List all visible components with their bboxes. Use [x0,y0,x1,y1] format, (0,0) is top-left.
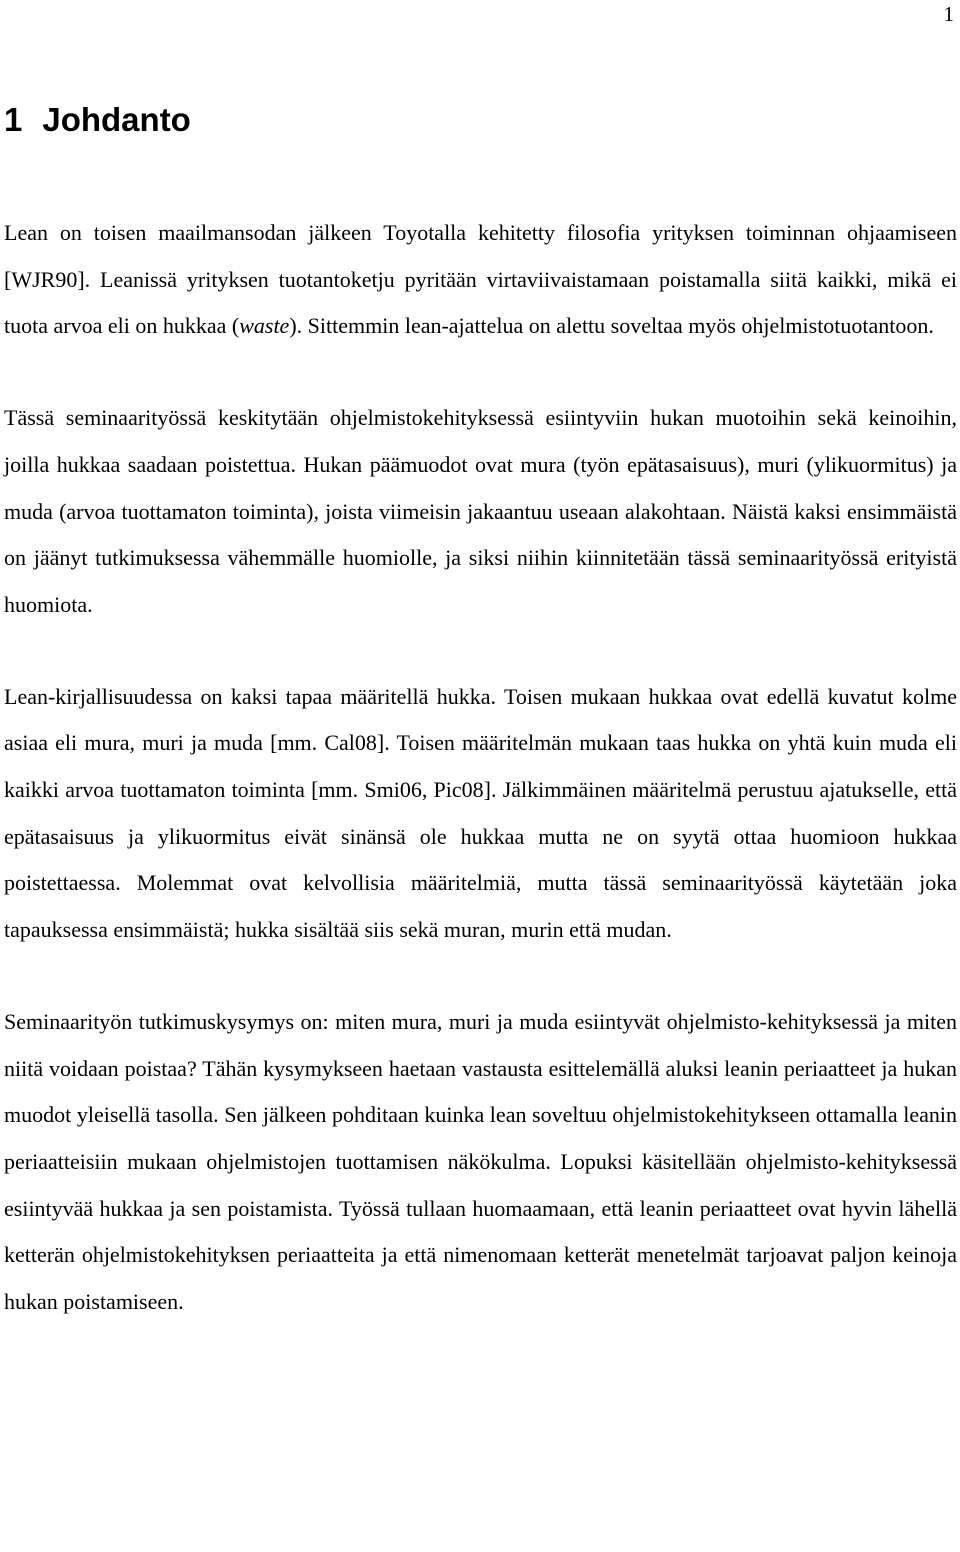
paragraph-intro-text-1: Lean on toisen maailmansodan jälkeen Toyotalla kehitetty filosofia yrityksen toiminnan ohjaamiseen [WJR90]. Leanissä yrityksen tuotantoketju pyritään virtaviivaistamaan poistamalla siitä kaikki, mikä ei tuota arvoa eli on hukkaa ( [4,220,957,339]
document-body [4,210,957,1371]
paragraph-intro-text-2: ). Sittemmin lean-ajattelua on alettu soveltaa myös ohjelmistotuotantoon. [289,313,934,339]
paragraph-focus: Tässä seminaarityössä keskitytään ohjelmistokehityksessä esiintyviin hukan muotoihin sekä keinoihin, joilla hukkaa saadaan poistettua. Hukan päämuodot ovat mura (työn epätasaisuus), muri (ylikuormitus) ja muda (arvoa tuottamaton toiminta), joista viimeisin jakaantuu useaan alakohtaan. Näistä kaksi ensimmäistä on jäänyt tutkimuksessa vähemmälle huomiolle, ja siksi niihin kiinnitetään tässä seminaarityössä erityistä huomiota. [4,405,957,617]
paragraph-definitions: Lean-kirjallisuudessa on kaksi tapaa määritellä hukka. Toisen mukaan hukkaa ovat edellä kuvatut kolme asiaa eli mura, muri ja muda [mm. Cal08]. Toisen määritelmän mukaan taas hukka on yhtä kuin muda eli kaikki arvoa tuottamaton toiminta [mm. Smi06, Pic08]. Jälkimmäinen määritelmä perustuu ajatukselle, että epätasaisuus ja ylikuormitus eivät sinänsä ole hukkaa mutta ne on syytä ottaa huomioon hukkaa poistettaessa. Molemmat ovat kelvollisia määritelmiä, mutta tässä seminaarityössä käytetään joka tapauksessa ensimmäistä; hukka sisältää siis sekä muran, murin että mudan. [4,683,957,943]
paragraph-intro [4,210,957,350]
section-number: 1 [4,101,23,138]
paragraph-intro-emphasis: waste [239,313,290,339]
paragraph-research-question: Seminaarityön tutkimuskysymys on: miten mura, muri ja muda esiintyvät ohjelmisto-kehityksessä ja miten niitä voidaan poistaa? Tähän kysymykseen haetaan vastausta esittelemällä aluksi leanin periaatteet ja hukan muodot yleisellä tasolla. Sen jälkeen pohditaan kuinka lean soveltuu ohjelmistokehitykseen ottamalla leanin periaatteisiin mukaan ohjelmistojen tuottamisen näkökulma. Lopuksi käsitellään ohjelmisto-kehityksessä esiintyvää hukkaa ja sen poistamista. Työssä tullaan huomaamaan, että leanin periaatteet ovat hyvin lähellä ketterän ohjelmistokehityksen periaatteita ja että nimenomaan ketterät menetelmät tarjoavat paljon keinoja hukan poistamiseen. [4,1008,957,1315]
section-heading [4,100,191,140]
section-title: Johdanto [42,101,191,138]
page-number: 1 [943,2,954,26]
